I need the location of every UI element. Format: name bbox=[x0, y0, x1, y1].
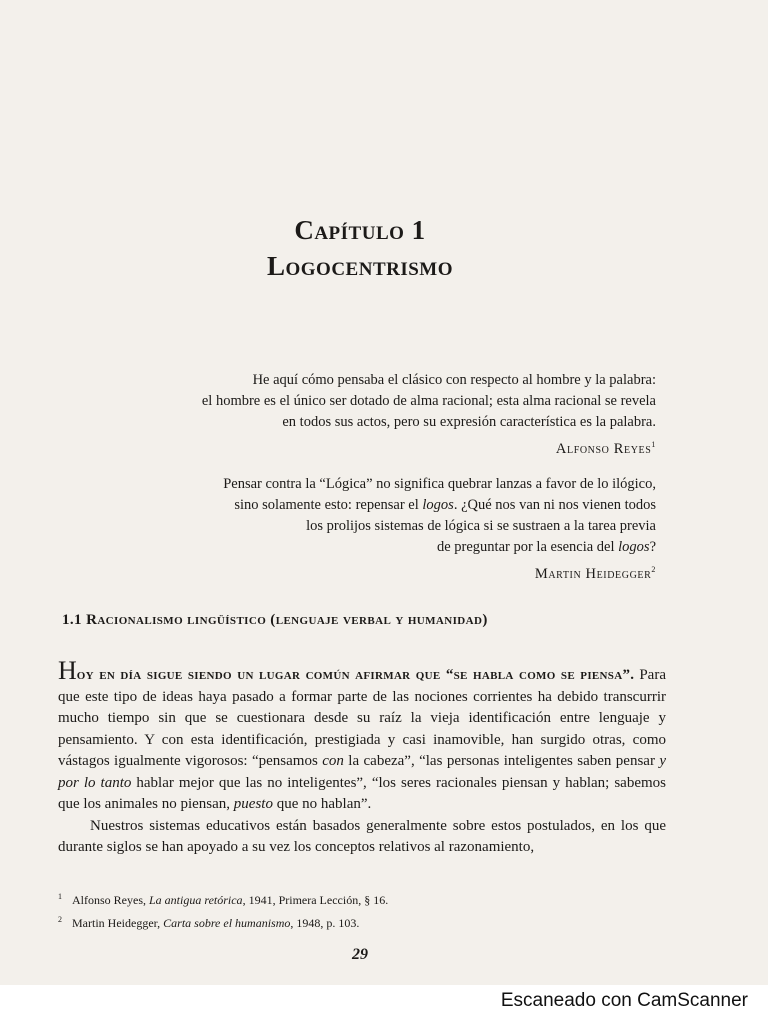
text-run: Para que este tipo de ideas haya pasado a formar parte de las nociones corrientes ha debido transcurrir mucho tiempo sin que se cuestionara desde su raíz la vieja identificación entre lenguaje y pensamiento. Y con esta identificación, prestigiada y casi inamovible, han surgido otras, como vástagos igualmente vigorosos: “pensamos bbox=[58, 667, 666, 769]
footnotes bbox=[58, 887, 678, 933]
author-name: Martin Heidegger bbox=[534, 566, 652, 582]
chapter-number: Capítulo 1 bbox=[294, 215, 426, 245]
footnote-text: Alfonso Reyes, bbox=[72, 893, 149, 907]
text-run: que no hablan”. bbox=[272, 796, 372, 812]
epigraph-reyes bbox=[202, 370, 656, 460]
author-name: Alfonso Reyes bbox=[555, 441, 652, 457]
footnote-marker: 2 bbox=[651, 565, 656, 574]
epigraph-line: el hombre es el único ser dotado de alma racional; esta alma racional se revela bbox=[201, 393, 656, 409]
footnote-text: , 1948, p. 103. bbox=[290, 916, 360, 930]
drop-cap: H bbox=[58, 656, 77, 685]
epigraph-heidegger bbox=[223, 474, 656, 585]
paragraph bbox=[58, 658, 666, 816]
footnote bbox=[58, 910, 678, 933]
section-title: Racionalismo lingüístico (lenguaje verbal y humanidad) bbox=[86, 612, 488, 628]
chapter-heading bbox=[200, 212, 520, 284]
emphasis: puesto bbox=[233, 796, 273, 812]
footnote-work: La antigua retórica bbox=[149, 893, 243, 907]
body-text bbox=[58, 658, 666, 859]
epigraph-line: los prolijos sistemas de lógica si se sustraen a la tarea previa bbox=[306, 518, 656, 534]
section-number: 1.1 bbox=[62, 612, 82, 628]
epigraph-line: Pensar contra la “Lógica” no significa quebrar lanzas a favor de lo ilógico, bbox=[223, 476, 656, 492]
footnote-marker: 1 bbox=[651, 440, 656, 449]
paragraph: Nuestros sistemas educativos están basados generalmente sobre estos postulados, en los que durante siglos se han apoyado a su vez los conceptos relativos al razonamiento, bbox=[58, 817, 666, 855]
epigraph-author bbox=[223, 559, 656, 585]
epigraph-line: de preguntar por la esencia del logos? bbox=[436, 539, 656, 555]
opening-caps: oy en día sigue siendo un lugar común afirmar que “se habla como se piensa”. bbox=[76, 667, 635, 683]
footnote-text: , 1941, Primera Lección, § 16. bbox=[242, 893, 389, 907]
footnote-text: Martin Heidegger, bbox=[72, 916, 164, 930]
section-heading bbox=[62, 612, 488, 629]
footnote-marker: 1 bbox=[58, 892, 62, 901]
epigraph-author bbox=[202, 434, 656, 460]
epigraph-line: He aquí cómo pensaba el clásico con respecto al hombre y la palabra: bbox=[252, 372, 656, 388]
epigraph-line: en todos sus actos, pero su expresión característica es la palabra. bbox=[282, 414, 656, 430]
chapter-title: Logocentrismo bbox=[266, 251, 454, 281]
text-run: hablar mejor que las no inteligentes”, “los seres racionales piensan y hablan; sabemos que los animales no piensan, bbox=[58, 774, 666, 812]
epigraph-line: sino solamente esto: repensar el logos. ¿Qué nos van ni nos vienen todos bbox=[234, 497, 656, 513]
scanner-watermark: Escaneado con CamScanner bbox=[500, 990, 748, 1011]
footnote-marker: 2 bbox=[58, 915, 62, 924]
emphasis: y por lo tanto bbox=[58, 753, 667, 791]
text-run: la cabeza”, “las personas inteligentes saben pensar bbox=[343, 753, 660, 769]
footnote-work: Carta sobre el humanismo bbox=[163, 916, 291, 930]
emphasis: con bbox=[322, 753, 344, 769]
page-number: 29 bbox=[352, 946, 368, 963]
footnote bbox=[58, 887, 678, 910]
